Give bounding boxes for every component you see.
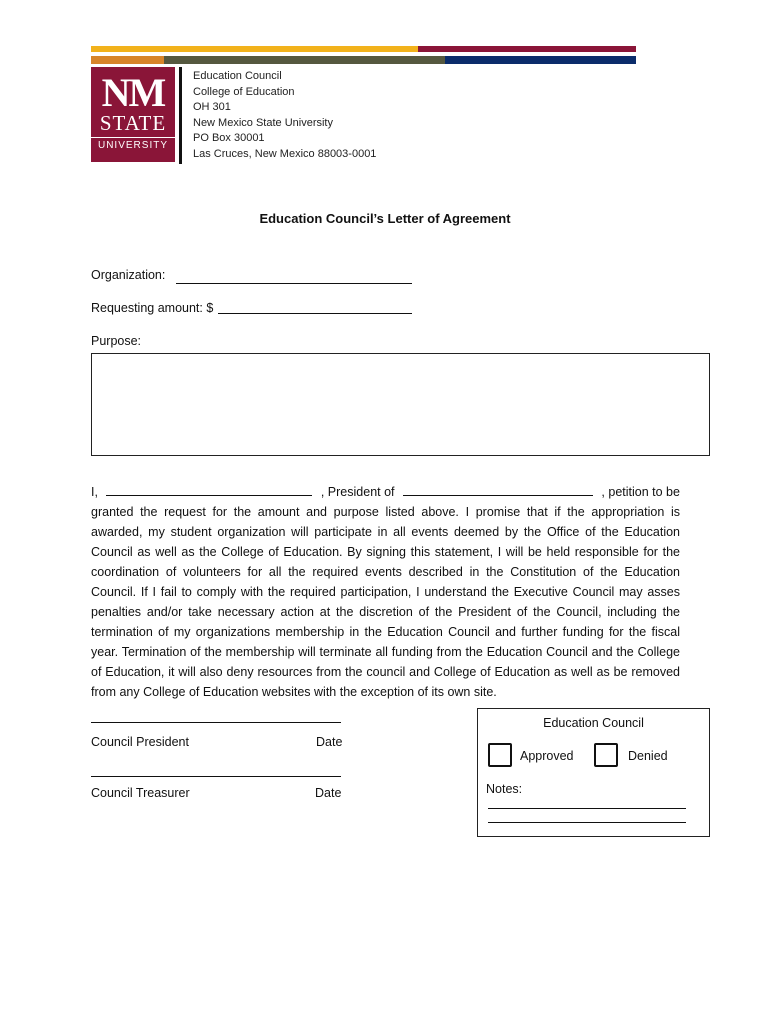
agreement-paragraph bbox=[91, 482, 680, 702]
approved-label: Approved bbox=[520, 749, 574, 763]
agreement-first-line bbox=[91, 482, 680, 502]
agreement-i: I, bbox=[91, 485, 98, 499]
council-president-label: Council President bbox=[91, 735, 189, 749]
address-line: PO Box 30001 bbox=[193, 132, 265, 145]
purpose-label: Purpose: bbox=[91, 334, 142, 348]
president-signature-line[interactable] bbox=[91, 722, 341, 723]
address-line: Education Council bbox=[193, 70, 282, 82]
requesting-amount-label: Requesting amount: $ bbox=[91, 301, 214, 315]
page-title: Education Council’s Letter of Agreement bbox=[259, 211, 511, 226]
address-block bbox=[193, 69, 376, 163]
agreement-petition: , petition to be bbox=[601, 485, 680, 499]
purpose-textbox[interactable] bbox=[91, 353, 710, 456]
agreement-president-of: , President of bbox=[320, 485, 395, 499]
logo-divider bbox=[179, 67, 182, 164]
denied-label: Denied bbox=[628, 749, 668, 763]
approved-checkbox[interactable] bbox=[488, 743, 512, 767]
requesting-amount-field[interactable] bbox=[218, 313, 412, 314]
address-line: Las Cruces, New Mexico 88003-0001 bbox=[193, 147, 377, 160]
council-treasurer-label: Council Treasurer bbox=[91, 786, 190, 800]
logo-university-text: UNIVERSITY bbox=[91, 137, 175, 151]
name-field[interactable] bbox=[106, 485, 312, 496]
address-line: New Mexico State University bbox=[193, 116, 333, 129]
agreement-body: granted the request for the amount and purpose listed above. I promise that if the appropriation is awarded, my student organization will participate in all events deemed by the Office of the Education Council as well as the College of Education. By signing this statement, I will be held responsible for the coordination of volunteers for all the required events described in the Constitution of the Education Council. If I fail to comply with the required participation, I understand the Executive Council may asses penalties and/or take necessary action at the discretion of the President of the Council, including the termination of my organizations membership in the Education Council and further funding for the fiscal year. Termination of the membership will terminate all funding from the Education Council and the College of Education, it will also deny resources from the council and College of Education as well as be removed from any College of Education websites with the exception of its own site. bbox=[91, 505, 680, 699]
organization-field[interactable] bbox=[176, 283, 412, 284]
header-bar-orange bbox=[91, 56, 164, 64]
nmsu-logo bbox=[91, 67, 175, 162]
notes-line-1[interactable] bbox=[488, 808, 686, 809]
treasurer-date-label: Date bbox=[315, 786, 342, 800]
organization-name-field[interactable] bbox=[403, 485, 593, 496]
council-box-title: Education Council bbox=[543, 716, 644, 730]
organization-label: Organization: bbox=[91, 268, 166, 282]
denied-checkbox[interactable] bbox=[594, 743, 618, 767]
president-date-label: Date bbox=[316, 735, 343, 749]
logo-nm-text: NM bbox=[101, 70, 165, 115]
notes-label: Notes: bbox=[486, 782, 523, 796]
header-bar-maroon bbox=[418, 46, 636, 52]
address-line: OH 301 bbox=[193, 101, 231, 114]
treasurer-signature-line[interactable] bbox=[91, 776, 341, 777]
logo-state-text: STATE bbox=[99, 111, 167, 135]
notes-line-2[interactable] bbox=[488, 822, 686, 823]
header-bar-navy bbox=[445, 56, 636, 64]
address-line: College of Education bbox=[193, 85, 295, 98]
header-bar-gold bbox=[91, 46, 418, 52]
education-council-box bbox=[477, 708, 710, 837]
header-bar-olive bbox=[164, 56, 445, 64]
